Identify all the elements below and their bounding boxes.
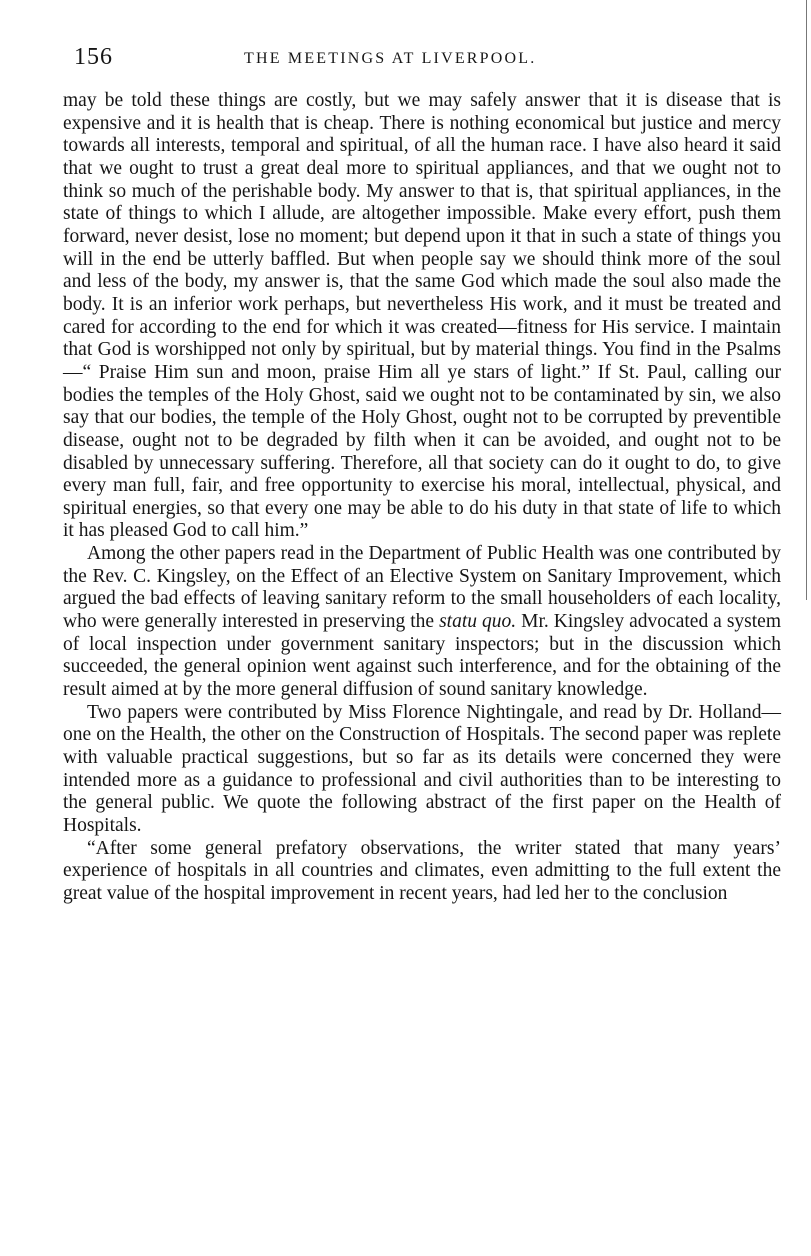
page-header [74,44,786,74]
paragraph-4: “After some general prefatory observations, the writer stated that many years’ experience of hospitals in all countries and climates, even admitting to the full extent the great value of the hospital improvement in recent years, had led her to the conclusion [63,837,781,904]
paragraph-2 [63,543,781,702]
paragraph-3: Two papers were contributed by Miss Florence Nightingale, and read by Dr. Holland—one on the Health, the other on the Construction of Hospitals. The second paper was replete with valuable practical suggestions, but so far as its details were concerned they were intended more as a guidance to professional and civil authorities than to be interesting to the general public. We quote the following abstract of the first paper on the Health of Hospitals. [63,701,781,836]
paragraph-2-italic: statu quo. [439,611,517,633]
paragraph-2-text-before: Among the other papers read in the Department of Public Health was one contributed by the Rev. C. Kingsley, on the Effect of an Elective System on Sanitary Improvement, which argued the bad effects of leaving sanitary reform to the small householders of each locality, who were generally interested in preserving the [63,543,781,633]
body-text [63,90,781,906]
paragraph-1: may be told these things are costly, but we may safely answer that it is disease that is expensive and it is health that is cheap. There is nothing economical but justice and mercy towards all interests, temporal and spiritual, of all the human race. I have also heard it said that we ought to trust a great deal more to spiritual appliances, and that we ought not to think so much of the perishable body. My answer to that is, that spiritual appliances, in the state of things to which I allude, are altogether impossible. Make every effort, push them forward, never desist, lose no moment; but depend upon it that in such a state of things you will in the end be utterly baffled. But when people say we should think more of the soul and less of the body, my answer is, that the same God which made the soul also made the body. It is an inferior work perhaps, but nevertheless His work, and it must be treated and cared for according to the end for which it was created—fitness for His service. I maintain that God is worshipped not only by spiritual, but by material things. You find in the Psalms—“ Praise Him sun and moon, praise Him all ye stars of light.” If St. Paul, calling our bodies the temples of the Holy Ghost, said we ought not to be contaminated by sin, we also say that our bodies, the temple of the Holy Ghost, ought not to be corrupted by preventible disease, ought not to be degraded by filth when it can be avoided, and ought not to be disabled by unnecessary suffering. Therefore, all that society can do it ought to do, to give every man full, fair, and free opportunity to exercise his moral, intellectual, physical, and spiritual energies, so that every one may be able to do his duty in that state of life to which it has pleased God to call him.” [63,90,781,542]
page-edge-line [806,0,807,600]
paragraph-2-text-after: Mr. Kingsley advocated a system of local inspection under government sanitary inspectors; but in the discussion which succeeded, the general opinion went against such interference, and for the obtaining of the result aimed at by the more general diffusion of sound sanitary knowledge. [63,611,781,701]
page-number: 156 [74,44,113,70]
running-head: THE MEETINGS AT LIVERPOOL. [244,50,537,67]
